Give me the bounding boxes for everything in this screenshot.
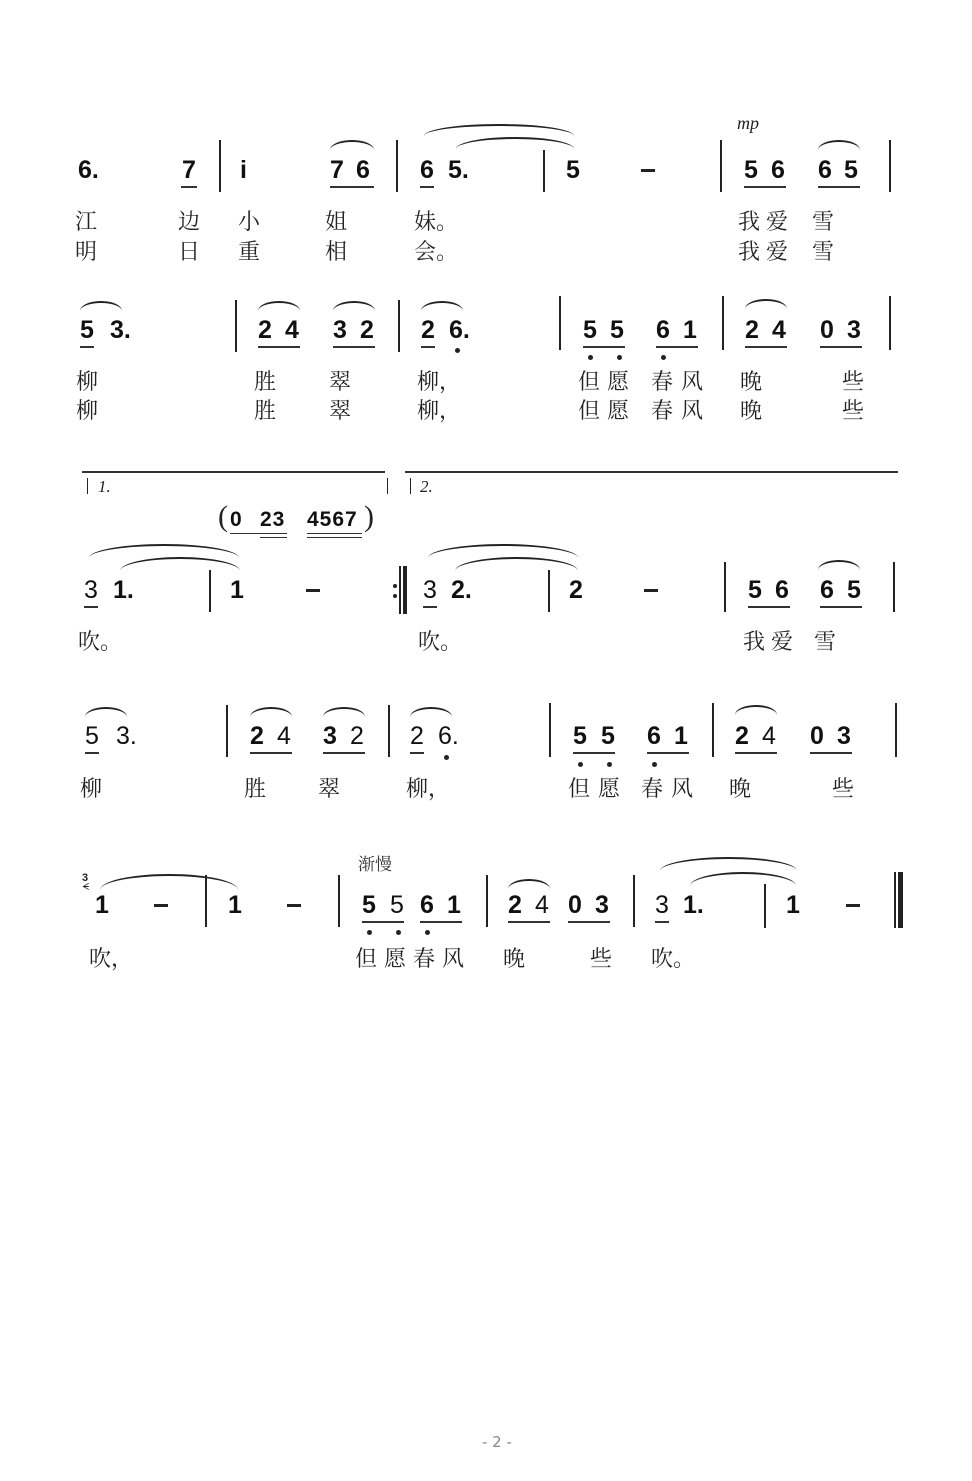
- note: 4: [762, 722, 776, 750]
- repeat-end-thin: [399, 566, 401, 614]
- barline: [633, 875, 635, 927]
- note: 5: [583, 316, 597, 344]
- lyric: 柳，: [417, 399, 462, 424]
- barline: [893, 562, 895, 612]
- lyric: 风: [442, 947, 465, 972]
- note: 3: [333, 316, 347, 344]
- volta-first-bracket: [82, 471, 385, 473]
- low-octave-dot: [652, 762, 657, 767]
- note: 2: [508, 891, 522, 919]
- interlude-open-paren: (: [218, 500, 228, 533]
- lyric: 重: [238, 240, 261, 265]
- slur: [818, 560, 860, 570]
- underline: [420, 186, 434, 188]
- note: 1.: [113, 576, 134, 604]
- barline: [235, 300, 237, 352]
- underline: [323, 752, 365, 754]
- lyric: 胜: [244, 777, 267, 802]
- note: 6.: [438, 722, 459, 750]
- note: 6.: [78, 156, 99, 184]
- lyric: 吹。: [78, 630, 123, 655]
- lyric: 明: [75, 240, 98, 265]
- note: 5: [85, 722, 99, 750]
- volta-second-bracket: [405, 471, 898, 473]
- lyric: 吹。: [418, 630, 463, 655]
- note: 2: [250, 722, 264, 750]
- note: 3: [423, 576, 437, 604]
- lyric: 日: [178, 240, 201, 265]
- dash-extension: [154, 904, 168, 907]
- slur: [421, 301, 463, 311]
- lyric: 胜: [254, 370, 277, 395]
- lyric: 翠: [329, 370, 352, 395]
- lyric: 风: [681, 370, 704, 395]
- note: 2: [569, 576, 583, 604]
- underline: [84, 606, 98, 608]
- underline: [508, 921, 550, 923]
- dash-extension: [641, 169, 655, 172]
- note: 5: [390, 891, 404, 919]
- underline: [647, 752, 689, 754]
- note: 2: [735, 722, 749, 750]
- tie-upper: [89, 544, 239, 558]
- barline: [338, 875, 340, 927]
- note: 2: [410, 722, 424, 750]
- lyric: 我: [743, 630, 766, 655]
- note: 5: [610, 316, 624, 344]
- lyric: 我: [738, 240, 761, 265]
- note: 1: [674, 722, 688, 750]
- note: 4: [277, 722, 291, 750]
- underline: [568, 921, 610, 923]
- lyric: 些: [842, 399, 865, 424]
- underline: [820, 346, 862, 348]
- slur: [508, 879, 550, 889]
- note: 5: [744, 156, 758, 184]
- underline: [818, 186, 860, 188]
- note: 6.: [449, 316, 470, 344]
- note: 2: [745, 316, 759, 344]
- barline: [549, 703, 551, 757]
- lyric: 晚: [740, 370, 763, 395]
- barline: [486, 875, 488, 927]
- lyric: 胜: [254, 399, 277, 424]
- note: 5: [601, 722, 615, 750]
- note: 1: [683, 316, 697, 344]
- interlude-note: 0: [230, 508, 242, 531]
- lyric: 愿: [598, 777, 621, 802]
- underline: [735, 752, 777, 754]
- dash-extension: [846, 904, 860, 907]
- slur: [85, 707, 127, 717]
- note: 1: [230, 576, 244, 604]
- low-octave-dot: [425, 930, 430, 935]
- breath-mark-fermata: 3: [82, 872, 89, 884]
- dynamic-mp: mp: [737, 113, 759, 133]
- lyric: 些: [832, 777, 855, 802]
- note: 6: [820, 576, 834, 604]
- barline: [543, 150, 545, 192]
- note: 5: [748, 576, 762, 604]
- note: 3: [323, 722, 337, 750]
- lyric: 晚: [503, 947, 526, 972]
- lyric: 雪: [812, 240, 835, 265]
- lyric: 相: [325, 240, 348, 265]
- barline: [205, 875, 207, 927]
- lyric: 风: [681, 399, 704, 424]
- note: 6: [420, 891, 434, 919]
- note: 1: [95, 891, 109, 919]
- barline: [209, 570, 211, 612]
- underline: [181, 186, 197, 188]
- lyric: 柳，: [406, 777, 451, 802]
- note: 4: [535, 891, 549, 919]
- tie-upper: [428, 544, 578, 558]
- lyric: 吹，: [89, 947, 134, 972]
- note: 6: [647, 722, 661, 750]
- lyric: 妹。: [414, 210, 459, 235]
- note: 6: [656, 316, 670, 344]
- lyric: 边: [178, 210, 201, 235]
- dash-extension: [644, 589, 658, 592]
- note: 1: [228, 891, 242, 919]
- lyric: 但: [355, 947, 378, 972]
- lyric: 但: [578, 370, 601, 395]
- slur-76: [330, 140, 374, 150]
- underline: [583, 346, 625, 348]
- barline: [889, 140, 891, 192]
- barline: [722, 296, 724, 350]
- note: 5: [844, 156, 858, 184]
- dash-extension: [306, 589, 320, 592]
- interlude-note: 4567: [307, 508, 358, 531]
- breath-mark-icon: ᗕ: [82, 882, 90, 893]
- note-high-1: i: [240, 156, 247, 184]
- note: 6: [420, 156, 434, 184]
- underline: [748, 606, 790, 608]
- lyric: 晚: [729, 777, 752, 802]
- lyric: 姐: [325, 210, 348, 235]
- lyric: 柳: [80, 777, 103, 802]
- lyric: 但: [578, 399, 601, 424]
- low-octave-dot: [444, 755, 449, 760]
- note: 3: [655, 891, 669, 919]
- interlude-note: 23: [260, 508, 286, 531]
- low-octave-dot: [607, 762, 612, 767]
- tie-lower: [455, 557, 578, 571]
- barline: [764, 884, 766, 928]
- barline: [712, 703, 714, 757]
- underline: [744, 186, 786, 188]
- lyric: 些: [590, 947, 613, 972]
- lyric: 春: [651, 399, 674, 424]
- lyric: 爱: [766, 210, 789, 235]
- low-octave-dot: [588, 355, 593, 360]
- underline: [420, 921, 462, 923]
- lyric: 我: [738, 210, 761, 235]
- volta-tick: [387, 478, 388, 494]
- barline: [889, 296, 891, 350]
- note: 2.: [451, 576, 472, 604]
- note: 3.: [116, 722, 137, 750]
- note: 5.: [448, 156, 469, 184]
- note: 7: [182, 156, 196, 184]
- lyric: 翠: [329, 399, 352, 424]
- slur-65: [818, 140, 860, 150]
- volta-second-label: 2.: [420, 477, 433, 496]
- slur: [745, 299, 787, 309]
- volta-tick: [410, 478, 411, 494]
- underline: [260, 537, 287, 538]
- underline: [655, 921, 669, 923]
- underline: [810, 752, 852, 754]
- slur: [323, 707, 365, 717]
- underline: [573, 752, 615, 754]
- page-number: - 2 -: [482, 1433, 512, 1451]
- lyric: 春: [641, 777, 664, 802]
- slur: [80, 301, 122, 311]
- underline: [330, 186, 374, 188]
- barline: [895, 703, 897, 757]
- note: 2: [350, 722, 364, 750]
- note: 4: [285, 316, 299, 344]
- barline: [720, 140, 722, 192]
- lyric: 雪: [812, 210, 835, 235]
- underline: [85, 752, 99, 754]
- barline: [724, 562, 726, 612]
- underline: [307, 537, 362, 538]
- note: 2: [360, 316, 374, 344]
- note: 6: [775, 576, 789, 604]
- note: 5: [80, 316, 94, 344]
- slur: [258, 301, 300, 311]
- note: 5: [362, 891, 376, 919]
- interlude-close-paren: ): [364, 500, 374, 533]
- lyric: 爱: [766, 240, 789, 265]
- lyric: 江: [75, 210, 98, 235]
- low-octave-dot: [455, 348, 460, 353]
- barline: [396, 140, 398, 192]
- lyric: 会。: [414, 240, 459, 265]
- note: 6: [771, 156, 785, 184]
- note: 5: [566, 156, 580, 184]
- lyric: 愿: [607, 399, 630, 424]
- underline: [410, 752, 424, 754]
- lyric: 雪: [814, 630, 837, 655]
- repeat-dot: [393, 594, 397, 598]
- note: 6: [356, 156, 370, 184]
- slur-tie-upper: [424, 124, 574, 136]
- note: 3: [595, 891, 609, 919]
- underline: [250, 752, 292, 754]
- underline: [80, 346, 94, 348]
- lyric: 愿: [607, 370, 630, 395]
- barline: [219, 140, 221, 192]
- lyric: 但: [568, 777, 591, 802]
- lyric: 晚: [740, 399, 763, 424]
- slur: [333, 301, 375, 311]
- lyric: 春: [651, 370, 674, 395]
- barline: [226, 705, 228, 757]
- underline: [333, 346, 375, 348]
- barline: [559, 296, 561, 350]
- low-octave-dot: [396, 930, 401, 935]
- barline: [388, 705, 390, 757]
- note: 6: [818, 156, 832, 184]
- low-octave-dot: [661, 355, 666, 360]
- tie: [100, 874, 238, 890]
- lyric: 小: [238, 210, 261, 235]
- lyric: 爱: [771, 630, 794, 655]
- note: 0: [568, 891, 582, 919]
- barline: [548, 570, 550, 612]
- tie-lower: [690, 872, 796, 886]
- underline: [820, 606, 862, 608]
- barline: [398, 300, 400, 352]
- repeat-dot: [393, 584, 397, 588]
- tempo-mark-ritardando: 渐慢: [358, 855, 392, 875]
- note: 5: [847, 576, 861, 604]
- underline: [307, 533, 362, 534]
- note: 3: [847, 316, 861, 344]
- lyric: 柳: [76, 370, 99, 395]
- final-barline-thin: [894, 872, 896, 928]
- slur: [250, 707, 292, 717]
- note: 2: [258, 316, 272, 344]
- volta-tick: [87, 478, 88, 494]
- slur: [735, 705, 777, 715]
- lyric: 柳: [76, 399, 99, 424]
- underline: [421, 346, 435, 348]
- note: 2: [421, 316, 435, 344]
- tie-lower: [120, 557, 240, 571]
- lyric: 翠: [318, 777, 341, 802]
- lyric: 春: [413, 947, 436, 972]
- dash-extension: [287, 904, 301, 907]
- volta-first-label: 1.: [98, 477, 111, 496]
- note: 0: [820, 316, 834, 344]
- note: 3.: [110, 316, 131, 344]
- slur: [410, 707, 452, 717]
- underline: [230, 533, 287, 534]
- note: 4: [772, 316, 786, 344]
- repeat-end-thick: [403, 566, 407, 614]
- note: 7: [330, 156, 344, 184]
- slur-tie-lower: [456, 137, 574, 149]
- underline: [423, 606, 437, 608]
- lyric: 吹。: [651, 947, 696, 972]
- note: 0: [810, 722, 824, 750]
- underline: [745, 346, 787, 348]
- note: 5: [573, 722, 587, 750]
- lyric: 些: [842, 370, 865, 395]
- lyric: 风: [671, 777, 694, 802]
- underline: [656, 346, 698, 348]
- lyric: 柳，: [417, 370, 462, 395]
- note: 3: [84, 576, 98, 604]
- low-octave-dot: [617, 355, 622, 360]
- note: 1: [786, 891, 800, 919]
- low-octave-dot: [367, 930, 372, 935]
- note: 1: [447, 891, 461, 919]
- final-barline-thick: [898, 872, 903, 928]
- underline: [258, 346, 300, 348]
- low-octave-dot: [578, 762, 583, 767]
- note: 1.: [683, 891, 704, 919]
- note: 3: [837, 722, 851, 750]
- lyric: 愿: [384, 947, 407, 972]
- tie-upper: [660, 857, 797, 871]
- underline: [362, 921, 404, 923]
